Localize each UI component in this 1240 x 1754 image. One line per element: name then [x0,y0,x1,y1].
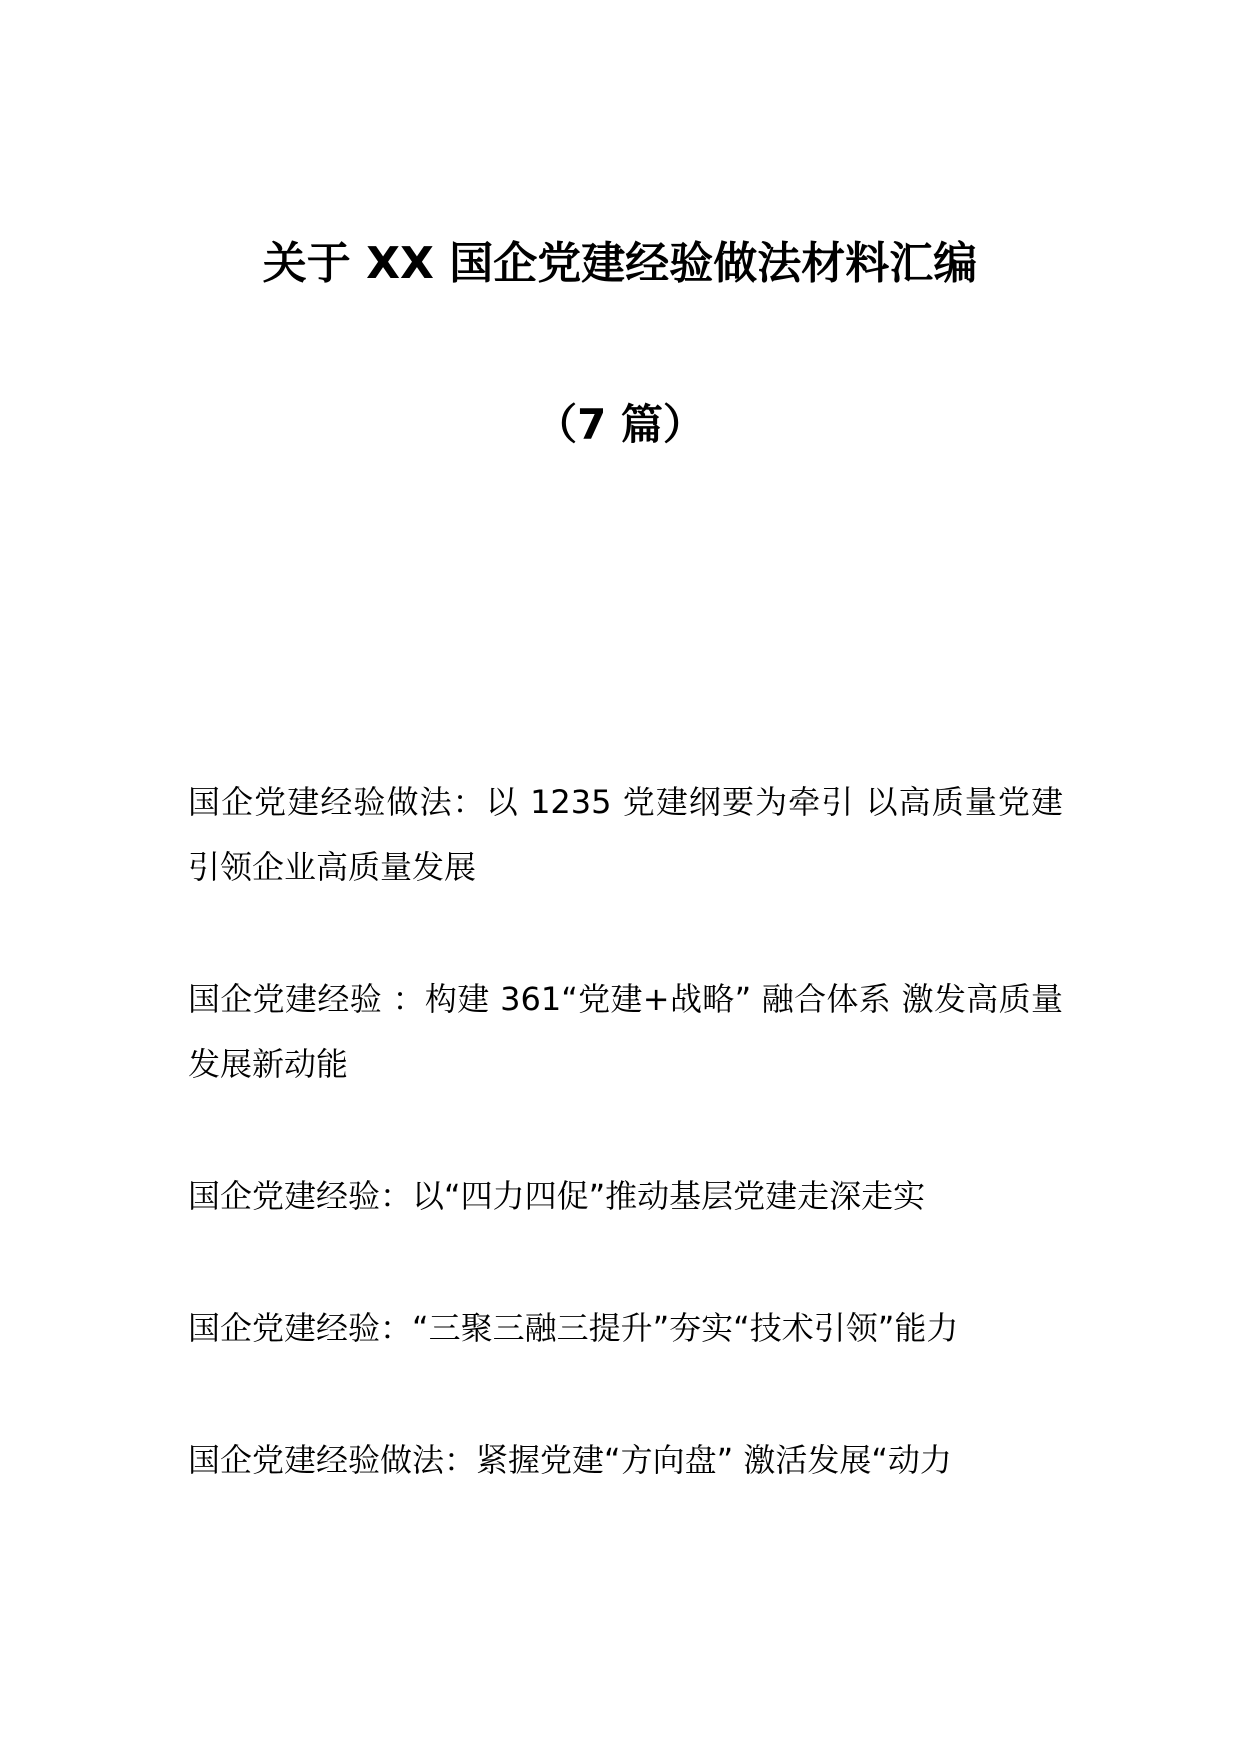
contents-list [188,770,1063,1560]
contents-entry: 国企党建经验做法：以 1235 党建纲要为牵引 以高质量党建引领企业高质量发展 [188,783,1063,886]
contents-entry: 国企党建经验：“三聚三融三提升”夯实“技术引领”能力 [188,1309,959,1347]
contents-entry: 国企党建经验 ：构建 361“党建+战略” 融合体系 激发高质量发展新动能 [188,980,1063,1083]
document-title: 关于 XX 国企党建经验做法材料汇编 [262,238,978,290]
contents-entry: 国企党建经验做法：紧握党建“方向盘” 激活发展“动力 [188,1441,952,1479]
document-subtitle: （7 篇） [535,400,705,449]
contents-entry: 国企党建经验：以“四力四促”推动基层党建走深走实 [188,1177,926,1215]
